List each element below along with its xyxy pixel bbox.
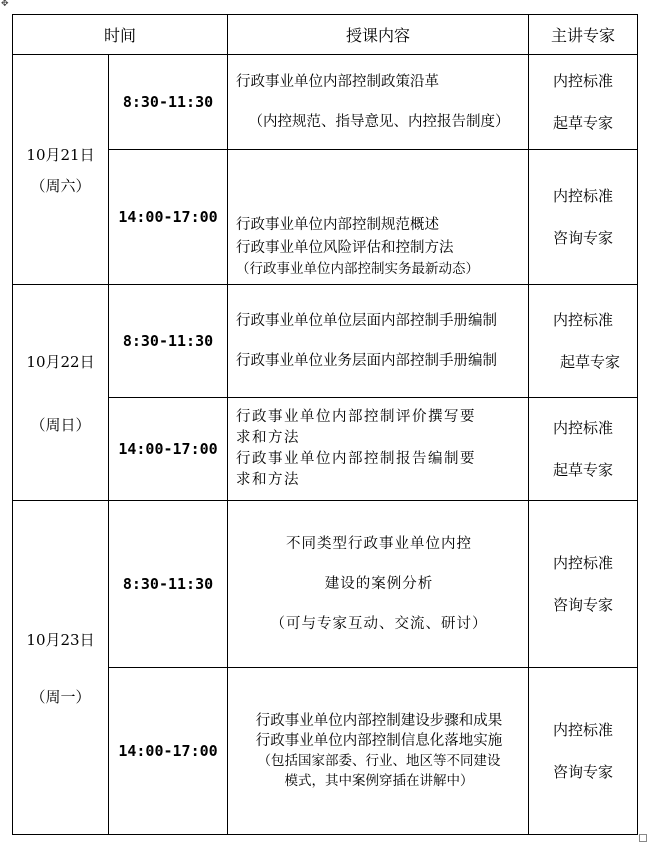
content-cell [228,668,529,835]
expert-line: 内控标准 [553,72,614,90]
content-cell [228,398,529,501]
content-line: （包括国家部委、行业、地区等不同建设 [257,753,501,769]
content-line: （内控规范、指导意见、内控报告制度） [248,114,510,130]
date-cell [13,55,109,285]
table-row [13,55,638,150]
content-line: 行政事业单位内部控制政策沿革 [236,74,440,90]
content-line: （行政事业单位内部控制实务最新动态） [236,261,480,277]
content-line: 行政事业单位内部控制评价撰写要 [236,409,477,425]
expert-cell [529,55,638,150]
expert-cell [529,668,638,835]
table-move-handle-icon[interactable]: ✥ [1,0,9,9]
content-line: 行政事业单位风险评估和控制方法 [236,240,454,256]
content-line: 行政事业单位内部控制信息化落地实施 [255,733,503,749]
time-cell: 14:00-17:00 [109,398,228,501]
expert-line: 起草专家 [553,114,614,132]
date-cell [13,501,109,835]
time-cell: 8:30-11:30 [109,55,228,150]
content-line: 模式，其中案例穿插在讲解中） [284,773,474,789]
content-line: 行政事业单位内部控制报告编制要 [236,451,477,467]
table-row [13,501,638,668]
content-cell [228,285,529,398]
content-line: 求和方法 [236,430,301,446]
content-line: 行政事业单位单位层面内部控制手册编制 [236,313,498,329]
date-label: 10月22日 [26,352,95,371]
expert-line: 咨询专家 [553,596,614,614]
header-expert: 主讲专家 [529,15,638,55]
expert-cell [529,398,638,501]
content-line: 行政事业单位业务层面内部控制手册编制 [236,353,498,369]
weekday-label: （周一） [30,687,91,706]
expert-line: 起草专家 [560,353,621,371]
time-cell: 14:00-17:00 [109,150,228,285]
content-cell [228,55,529,150]
content-line: 建设的案例分析 [324,576,434,592]
content-line: 不同类型行政事业单位内控 [286,536,473,552]
time-cell: 8:30-11:30 [109,501,228,668]
expert-line: 内控标准 [553,187,614,205]
time-cell: 8:30-11:30 [109,285,228,398]
content-line: 求和方法 [236,472,301,488]
header-content: 授课内容 [228,15,529,55]
expert-line: 内控标准 [553,721,614,739]
content-cell [228,501,529,668]
content-line: 行政事业单位内部控制建设步骤和成果 [255,713,503,729]
expert-line: 咨询专家 [553,229,614,247]
course-schedule-table [12,14,638,835]
date-cell [13,285,109,501]
weekday-label: （周日） [30,415,91,434]
expert-line: 内控标准 [553,419,614,437]
table-resize-handle-icon[interactable] [639,834,647,842]
expert-cell [529,501,638,668]
time-cell: 14:00-17:00 [109,668,228,835]
weekday-label: （周六） [30,176,91,195]
date-label: 10月23日 [26,630,95,649]
content-line: （可与专家互动、交流、研讨） [270,616,488,632]
expert-line: 咨询专家 [553,763,614,781]
header-time: 时间 [13,15,228,55]
content-cell [228,150,529,285]
expert-line: 内控标准 [553,554,614,572]
table-header-row [13,15,638,55]
expert-cell [529,285,638,398]
expert-line: 起草专家 [553,461,614,479]
expert-cell [529,150,638,285]
expert-line: 内控标准 [553,311,614,329]
table-row [13,285,638,398]
content-line: 行政事业单位内部控制规范概述 [236,217,440,233]
date-label: 10月21日 [26,145,95,164]
